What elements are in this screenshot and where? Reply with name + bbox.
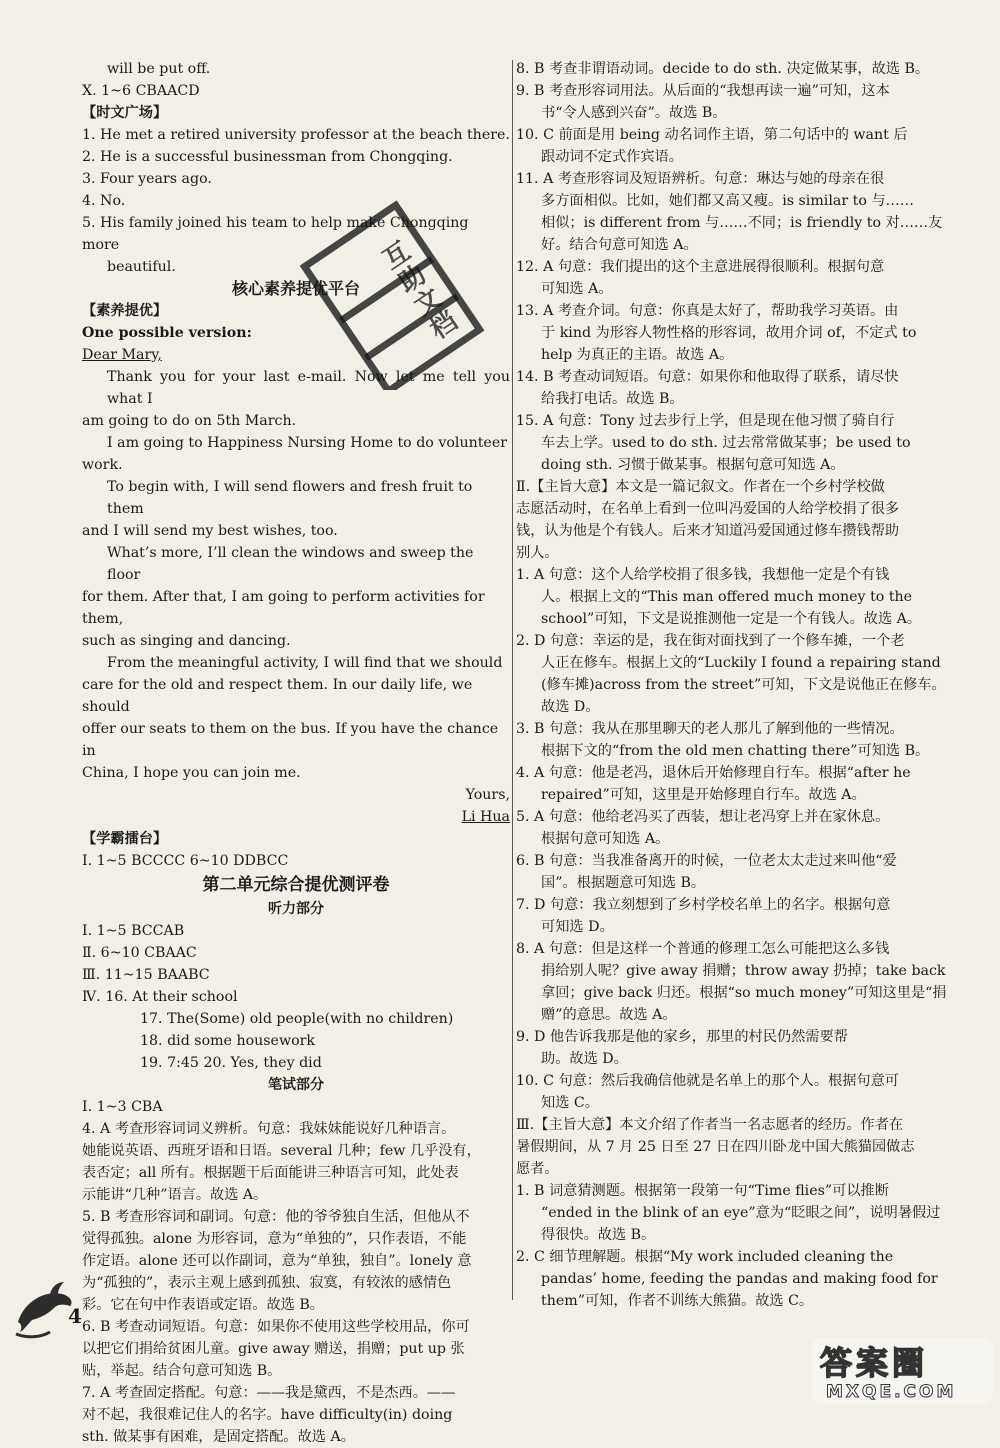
text-line: 她能说英语、西班牙语和日语。several 几种；few 几乎没有， — [82, 1143, 481, 1159]
text-line: 根据句意可知选 A。 — [541, 831, 670, 847]
text-line: 书“令人感到兴奋”。故选 B。 — [541, 105, 727, 121]
text-line: 别人。 — [516, 545, 559, 561]
section-title: 核心素养提优平台 — [231, 279, 360, 298]
text-line: 人。根据上文的“This man offered much money to the — [541, 589, 913, 605]
text-line: 7. D 句意：我立刻想到了乡村学校名单上的名字。根据句意 — [516, 897, 891, 913]
text-line: Ⅲ.【主旨大意】本文介绍了作者当一名志愿者的经历。作者在 — [516, 1117, 904, 1133]
text-line: Ⅱ. 6~10 CBAAC — [82, 945, 197, 961]
text-line: 根据下文的“from the old men chatting there”可知选 B。 — [541, 743, 930, 759]
text-line: 2. He is a successful businessman from Chongqing. — [82, 149, 453, 165]
text-line: 17. The(Some) old people(with no children) — [140, 1011, 454, 1027]
text-line: care for the old and respect them. In our daily life, we should — [82, 677, 473, 715]
text-line: 5. His family joined his team to help make Chongqing more — [82, 215, 469, 253]
text-line: 觉得孤独。alone 为形容词，意为“单独的”，只作表语，不能 — [82, 1231, 467, 1247]
text-line: 5. A 句意：他给老冯买了西装，想让老冯穿上并在家休息。 — [516, 809, 890, 825]
text-line: 车去上学。used to do sth. 过去常常做某事；be used to — [541, 435, 911, 451]
text-line: 拿回；give back 归还。根据“so much money”可知这里是“捐 — [541, 985, 947, 1001]
text-line: 可知选 A。 — [541, 281, 613, 297]
text-line: 彩。它在句中作表语或定语。故选 B。 — [82, 1297, 324, 1313]
text-line: 3. Four years ago. — [82, 171, 212, 187]
text-line: 相似；is different from 与……不同；is friendly to 对……友 — [541, 215, 943, 231]
text-line: 助。故选 D。 — [541, 1051, 628, 1067]
right-column — [516, 58, 954, 1312]
text-line: for them. After that, I am going to perform activities for them, — [82, 589, 485, 627]
text-line: will be put off. — [107, 61, 211, 77]
watermark-url: MXQE.COM — [826, 1382, 957, 1402]
text-line: 对不起，我很难记住人的名字。have difficulty(in) doing — [82, 1407, 453, 1423]
text-line: 志愿活动时，在名单上看到一位叫冯爱国的人给学校捐了很多 — [516, 501, 900, 517]
text-line: 9. B 考查形容词用法。从后面的“我想再读一遍”可知，这本 — [516, 83, 890, 99]
text-line: 2. C 细节理解题。根据“My work included cleaning the — [516, 1249, 894, 1265]
text-line: 13. A 考查介词。句意：你真是太好了，帮助我学习英语。由 — [516, 303, 899, 319]
text-line: Ⅰ. 1~5 BCCCC 6~10 DDBCC — [82, 853, 289, 869]
text-line: 钱，认为他是个有钱人。后来才知道冯爱国通过修车攒钱帮助 — [516, 523, 900, 539]
text-line: 国”。根据题意可知选 B。 — [541, 875, 706, 891]
text-line: Thank you for your last e-mail. Now let me tell you what I — [107, 369, 510, 407]
text-line: To begin with, I will send flowers and fresh fruit to them — [107, 479, 473, 517]
text-line: school”可知，下文是说推测他一定是一个有钱人。故选 A。 — [541, 611, 922, 627]
left-column — [82, 58, 510, 1448]
text-line: 15. A 句意：Tony 过去步行上学，但是现在他习惯了骑自行 — [516, 413, 895, 429]
text-line: 给我打电话。故选 B。 — [541, 391, 684, 407]
text-line: 18. did some housework — [140, 1033, 316, 1049]
text-line: 6. B 句意：当我准备离开的时候，一位老太太走过来叫他“爱 — [516, 853, 897, 869]
text-line: 表否定；all 所有。根据题干后面能讲三种语言可知，此处表 — [82, 1165, 459, 1181]
text-line: 19. 7:45 20. Yes, they did — [140, 1055, 322, 1071]
text-line: 1. He met a retired university professor at the beach there. — [82, 127, 510, 143]
text-line: 3. B 句意：我从在那里聊天的老人那儿了解到他的一些情况。 — [516, 721, 904, 737]
text-line: and I will send my best wishes, too. — [82, 523, 338, 539]
text-line: Ⅱ.【主旨大意】本文是一篇记叙文。作者在一个乡村学校做 — [516, 479, 885, 495]
text-line: 可知选 D。 — [541, 919, 614, 935]
section-heading: 【学霸擂台】 — [82, 831, 168, 847]
text-line: I am going to Happiness Nursing Home to do volunteer — [107, 435, 508, 451]
section-heading: 【素养提优】 — [82, 303, 168, 319]
text-line: 14. B 考查动词短语。句意：如果你和他取得了联系，请尽快 — [516, 369, 899, 385]
text-line: 4. A 句意：他是老冯，退休后开始修理自行车。根据“after he — [516, 765, 911, 781]
section-title: 听力部分 — [268, 901, 324, 917]
text-line: 贴，举起。结合句意可知选 B。 — [82, 1363, 282, 1379]
text-line: 于 kind 为形容人物性格的形容词，故用介词 of，不定式 to — [541, 325, 917, 341]
text-line: 捐给别人呢？give away 捐赠；throw away 扔掉；take back — [541, 963, 946, 979]
text-line: 6. B 考查动词短语。句意：如果你不使用这些学校用品，你可 — [82, 1319, 470, 1335]
section-heading: 【时文广场】 — [82, 105, 168, 121]
text-line: 赠”的意思。故选 A。 — [541, 1007, 677, 1023]
text-line: (修车摊)across from the street”可知，下文是说他正在修车。 — [541, 677, 946, 693]
text-line: “ended in the blink of an eye”意为“眨眼之间”，说明暑假过 — [541, 1205, 941, 1221]
text-line: 故选 D。 — [541, 699, 600, 715]
text-line: 5. B 考查形容词和副词。句意：他的爷爷独自生活，但他从不 — [82, 1209, 470, 1225]
text-line: 9. D 他告诉我那是他的家乡，那里的村民仍然需要帮 — [516, 1029, 848, 1045]
text-line: 4. No. — [82, 193, 126, 209]
text-line: them”可知，作者不训练大熊猫。故选 C。 — [541, 1293, 814, 1309]
text-line: 8. B 考查非谓语动词。decide to do sth. 决定做某事，故选 B。 — [516, 61, 930, 77]
text-line: 10. C 前面是用 being 动名词作主语，第二句话中的 want 后 — [516, 127, 908, 143]
text-line: 7. A 考查固定搭配。句意：——我是黛西，不是杰西。—— — [82, 1385, 456, 1401]
text-line: Ⅹ. 1~6 CBAACD — [82, 83, 200, 99]
text-line: 作定语。alone 还可以作副词，意为“单独，独自”。lonely 意 — [82, 1253, 472, 1269]
text-line: beautiful. — [107, 259, 176, 275]
text-line: work. — [82, 457, 123, 473]
text-line: Ⅳ. 16. At their school — [82, 989, 238, 1005]
text-line: 知选 C。 — [541, 1095, 599, 1111]
text-line: 以把它们捐给贫困儿童。give away 赠送，捐赠；put up 张 — [82, 1341, 465, 1357]
text-line: 暑假期间，从 7 月 25 日至 27 日在四川卧龙中国大熊猫园做志 — [516, 1139, 915, 1155]
text-line: sth. 做某事有困难，是固定搭配。故选 A。 — [82, 1429, 355, 1445]
text-line: China, I hope you can join me. — [82, 765, 301, 781]
watermark-text: 答案圈 — [820, 1344, 929, 1382]
text-line: One possible version: — [82, 325, 252, 341]
text-line: 好。结合句意可知选 A。 — [541, 237, 698, 253]
text-line: What’s more, I’ll clean the windows and sweep the floor — [107, 545, 474, 583]
text-line: 示能讲“几种”语言。故选 A。 — [82, 1187, 268, 1203]
text-line: help 为真正的主语。故选 A。 — [541, 347, 734, 363]
text-line: Ⅰ. 1~5 BCCAB — [82, 923, 185, 939]
text-line: 1. A 句意：这个人给学校捐了很多钱，我想他一定是个有钱 — [516, 567, 890, 583]
text-line: 8. A 句意：但是这样一个普通的修理工怎么可能把这么多钱 — [516, 941, 890, 957]
text-line: 11. A 考查形容词及短语辨析。句意：琳达与她的母亲在很 — [516, 171, 885, 187]
text-line: 12. A 句意：我们提出的这个主意进展得很顺利。根据句意 — [516, 259, 885, 275]
text-line: Ⅰ. 1~3 CBA — [82, 1099, 163, 1115]
letter-closing: Yours, — [465, 787, 510, 803]
text-line: 得很快。故选 B。 — [541, 1227, 656, 1243]
stamp-text: 互助文档 — [374, 236, 462, 347]
text-line: such as singing and dancing. — [82, 633, 291, 649]
text-line: offer our seats to them on the bus. If you have the chance in — [82, 721, 499, 759]
text-line: 跟动词不定式作宾语。 — [541, 149, 683, 165]
corner-watermark — [810, 1336, 995, 1406]
text-line: 1. B 词意猜测题。根据第一段第一句“Time flies”可以推断 — [516, 1183, 889, 1199]
text-line: From the meaningful activity, I will find that we should — [107, 655, 503, 671]
text-line: 4. A 考查形容词词义辨析。句意：我妹妹能说好几种语言。 — [82, 1121, 456, 1137]
column-divider — [512, 60, 513, 1300]
section-title: 笔试部分 — [268, 1077, 324, 1093]
letter-greeting: Dear Mary, — [82, 347, 162, 363]
text-line: 人正在修车。根据上文的“Luckily I found a repairing stand — [541, 655, 941, 671]
text-line: 10. C 句意：然后我确信他就是名单上的那个人。根据句意可 — [516, 1073, 899, 1089]
text-line: 愿者。 — [516, 1161, 559, 1177]
text-line: Ⅲ. 11~15 BAABC — [82, 967, 210, 983]
text-line: 为“孤独的”，表示主观上感到孤独、寂寞，有较浓的感情色 — [82, 1275, 452, 1291]
text-line: pandas’ home, feeding the pandas and making food for — [541, 1271, 938, 1287]
text-line: repaired”可知，这里是开始修理自行车。故选 A。 — [541, 787, 866, 803]
text-line: doing sth. 习惯于做某事。根据句意可知选 A。 — [541, 457, 845, 473]
page-number: 4 — [68, 1304, 82, 1328]
unit-test-title: 第二单元综合提优测评卷 — [202, 875, 390, 895]
letter-signature: Li Hua — [461, 809, 510, 825]
text-line: 多方面相似。比如，她们都又高又瘦。is similar to 与…… — [541, 193, 914, 209]
text-line: 2. D 句意：幸运的是，我在街对面找到了一个修车摊，一个老 — [516, 633, 905, 649]
text-line: am going to do on 5th March. — [82, 413, 297, 429]
